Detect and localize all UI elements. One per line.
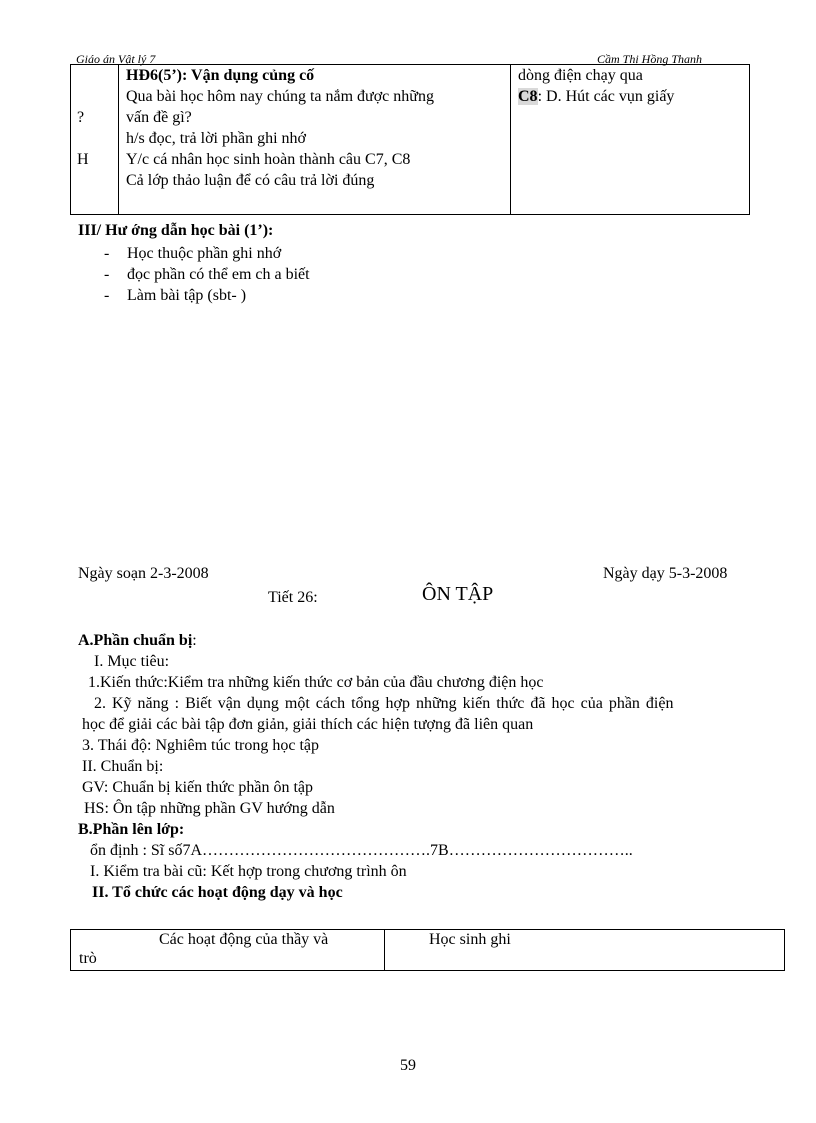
teach-date: Ngày dạy 5-3-2008: [603, 565, 728, 582]
student-preparation: HS: Ôn tập những phần GV hướng dẫn: [84, 800, 335, 817]
class-attendance: ổn định : Sĩ số7A…………………………………….7B……………………………..: [90, 842, 633, 859]
section3-list: [104, 243, 310, 306]
part-a-heading: [78, 630, 673, 651]
list-item: - Làm bài tập (sbt- ): [104, 287, 247, 304]
attitude-objective: 3. Thái độ: Nghiêm túc trong học tập: [82, 737, 319, 754]
activity-line: vấn đề gì?: [126, 109, 192, 126]
activity-title: HĐ6(5’): Vận dụng củng cố: [126, 67, 315, 84]
page-number: 59: [400, 1057, 416, 1074]
knowledge-objective: 1.Kiến thức:Kiểm tra những kiến thức cơ bản của đầu chương điện học: [88, 674, 544, 691]
list-item-text: Học thuộc phần ghi nhớ: [127, 245, 282, 262]
objectives-heading: I. Mục tiêu:: [94, 653, 170, 670]
review-check: I. Kiểm tra bài cũ: Kết hợp trong chương trình ôn: [90, 863, 407, 880]
header-text: Các hoạt động của thầy và: [159, 931, 329, 948]
activity-line: Qua bài học hôm nay chúng ta nắm được những: [126, 88, 434, 105]
preparation-heading: II. Chuẩn bị:: [82, 758, 164, 775]
header-right: Cầm Thị Hồng Thanh: [597, 52, 703, 66]
role-column: [71, 65, 119, 215]
notes-column: [511, 65, 750, 215]
activities-heading: II. Tổ chức các hoạt động dạy và học: [92, 884, 343, 901]
part-a-heading-colon: :: [192, 632, 197, 649]
list-item-text: Làm bài tập (sbt- ): [127, 287, 247, 304]
lesson-body: [78, 630, 673, 903]
skill-objective-cont: học để giải các bài tập đơn giản, giải thích các hiện tượng đã liên quan: [82, 716, 534, 733]
notes-line: dòng điện chạy qua: [518, 67, 643, 84]
activity-table: [70, 64, 750, 215]
c8-answer: : D. Hút các vụn giấy: [537, 88, 675, 105]
lesson-title: ÔN TẬP: [422, 583, 494, 605]
student-notes-header: [385, 930, 785, 971]
table-header-row: [71, 930, 785, 971]
section3-title: III/ Hư ớng dẫn học bài (1’):: [78, 222, 274, 239]
role-question: ?: [77, 109, 85, 126]
list-item: - Học thuộc phần ghi nhớ: [104, 245, 282, 262]
lesson-activities-table: [70, 929, 785, 971]
activity-line: Cả lớp thảo luận để có câu trả lời đúng: [126, 172, 375, 189]
header-left: Giáo án Vật lý 7: [76, 52, 156, 66]
activity-line: Y/c cá nhân học sinh hoàn thành câu C7, C8: [126, 151, 411, 168]
header-text-cont: trò: [79, 950, 97, 967]
activity-line: h/s đọc, trả lời phần ghi nhớ: [126, 130, 307, 147]
list-item-text: đọc phần có thể em ch a biết: [127, 266, 310, 283]
list-item: - đọc phần có thể em ch a biết: [104, 266, 310, 283]
notes-line: [518, 86, 749, 107]
part-a-heading-text: A.Phần chuẩn bị: [78, 632, 193, 649]
lesson-number: Tiết 26:: [268, 589, 318, 606]
role-h: H: [77, 151, 89, 168]
teacher-student-activities-header: [71, 930, 385, 971]
header-text: Học sinh ghi: [429, 931, 511, 948]
c8-label: C8: [518, 88, 538, 105]
teacher-preparation: GV: Chuẩn bị kiến thức phần ôn tập: [82, 779, 313, 796]
activity-column: [119, 65, 511, 215]
prep-date: Ngày soạn 2-3-2008: [78, 565, 209, 582]
skill-objective: 2. Kỹ năng : Biết vận dụng một cách tổng hợp những kiến thức đã học của phần điện: [94, 695, 674, 712]
part-b-heading: B.Phần lên lớp:: [78, 821, 185, 838]
table-row: [71, 65, 750, 215]
